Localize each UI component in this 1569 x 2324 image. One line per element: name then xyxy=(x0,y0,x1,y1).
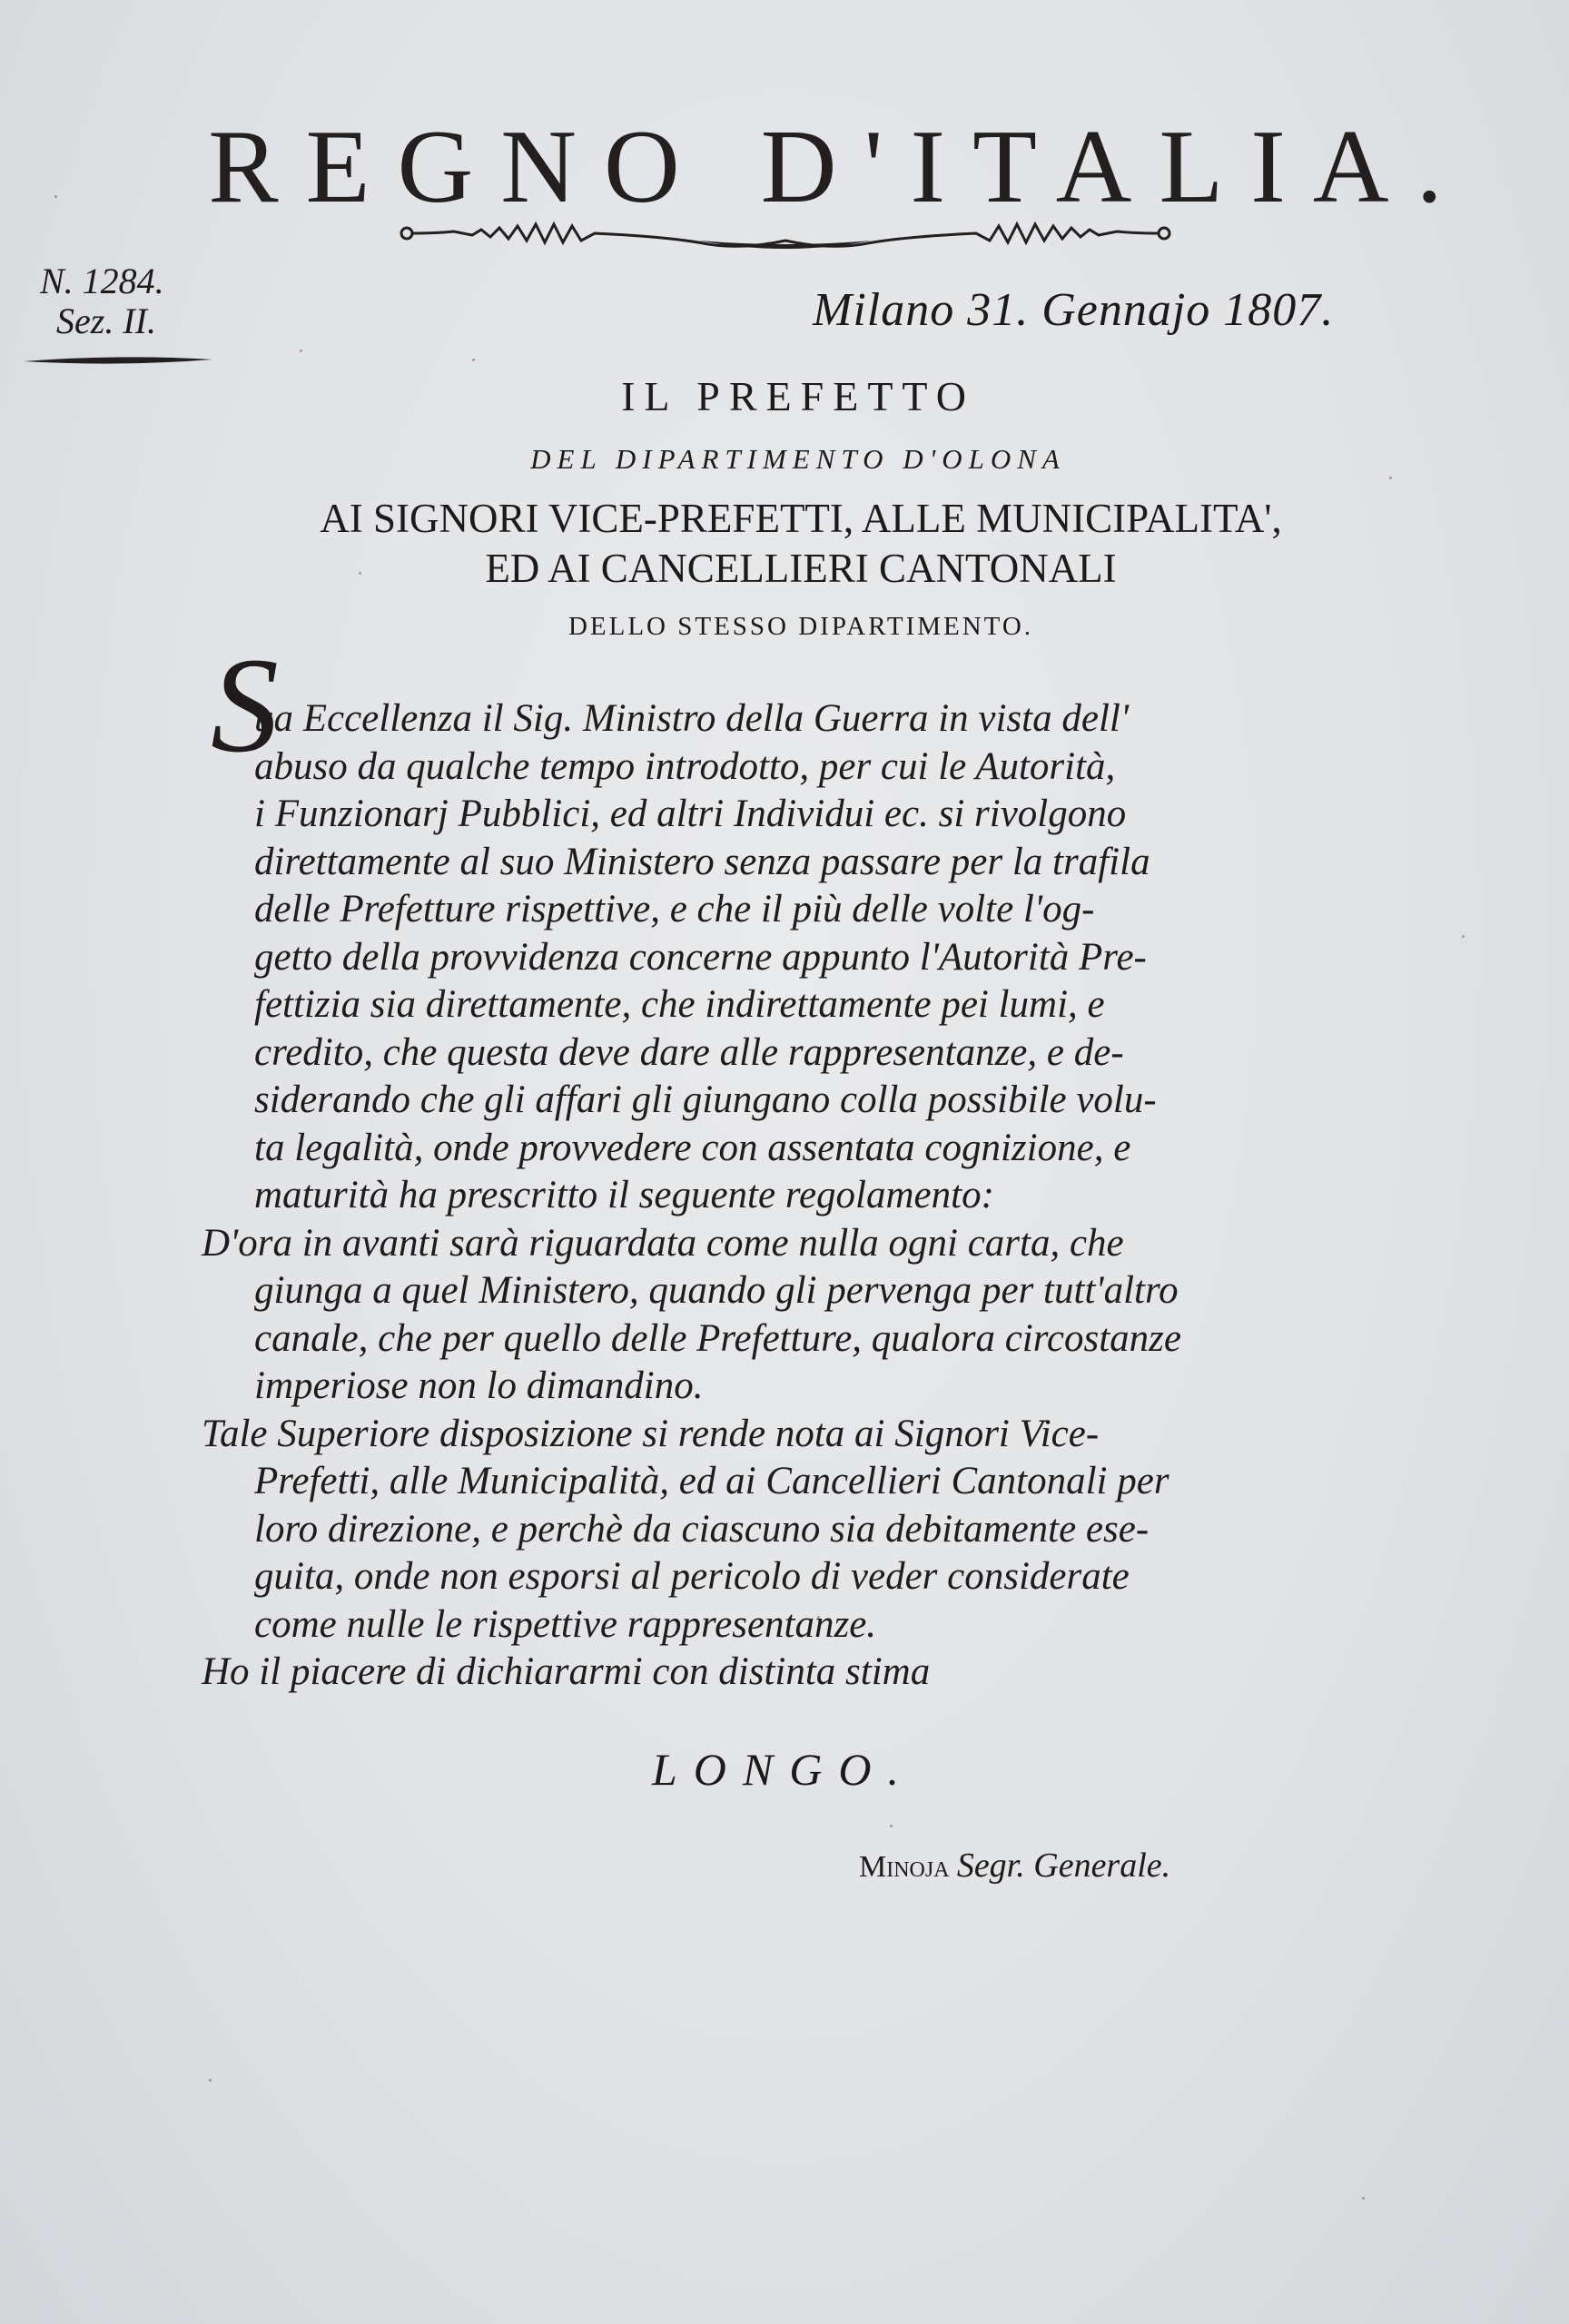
body-line: canale, che per quello delle Prefetture, qualora circostanze xyxy=(254,1316,1181,1360)
drop-cap: S xyxy=(211,630,279,781)
body-line: D'ora in avanti sarà riguardata come nulla ogni carta, che xyxy=(202,1221,1124,1265)
reference-underline-icon xyxy=(22,352,214,370)
ornament-rule-icon xyxy=(400,213,1171,253)
body-line: fettizia sia direttamente, che indirettamente pei lumi, e xyxy=(254,983,1105,1026)
department-heading: DEL DIPARTIMENTO D'OLONA xyxy=(530,443,1066,475)
address-line-1: AI SIGNORI VICE-PREFETTI, ALLE MUNICIPALITA', xyxy=(320,496,1282,541)
signature-name: LONGO. xyxy=(652,1744,915,1795)
body-line: abuso da qualche tempo introdotto, per cui le Autorità, xyxy=(254,744,1116,788)
body-line: guita, onde non esporsi al pericolo di veder considerate xyxy=(254,1555,1130,1598)
secretary-title: Segr. Generale. xyxy=(956,1846,1171,1885)
body-line: Prefetti, alle Municipalità, ed ai Cancellieri Cantonali per xyxy=(254,1460,1169,1502)
secretary-name: Minoja xyxy=(859,1850,950,1884)
secretary-line xyxy=(859,1846,1170,1886)
reference-number xyxy=(40,261,164,341)
body-text xyxy=(202,695,1380,1697)
body-line: getto della provvidenza concerne appunto l'Autorità Pre- xyxy=(254,935,1147,979)
body-line: Tale Superiore disposizione si rende nota ai Signori Vice- xyxy=(202,1412,1100,1455)
body-line: giunga a quel Ministero, quando gli pervenga per tutt'altro xyxy=(254,1269,1179,1312)
body-line: loro direzione, e perchè da ciascuno sia debitamente ese- xyxy=(254,1507,1150,1551)
body-line: i Funzionarj Pubblici, ed altri Individui ec. si rivolgono xyxy=(254,793,1127,835)
page-title: REGNO D'ITALIA. xyxy=(208,109,1470,225)
dateline: Milano 31. Gennajo 1807. xyxy=(813,284,1335,336)
prefetto-heading: IL PREFETTO xyxy=(621,373,975,419)
body-line: siderando che gli affari gli giungano colla possibile volu- xyxy=(254,1078,1157,1121)
body-line: Ho il piacere di dichiararmi con distinta stima xyxy=(202,1650,931,1693)
body-line: ta legalità, onde provvedere con assentata cognizione, e xyxy=(254,1126,1131,1169)
body-line: direttamente al suo Ministero senza passare per la trafila xyxy=(254,840,1150,883)
ref-number: N. 1284. xyxy=(40,261,164,301)
body-line: delle Prefetture rispettive, e che il più delle volte l'og- xyxy=(254,888,1095,931)
body-line: imperiose non lo dimandino. xyxy=(254,1364,704,1407)
body-line: ua Eccellenza il Sig. Ministro della Guerra in vista dell' xyxy=(254,697,1130,740)
address-line-3: DELLO STESSO DIPARTIMENTO. xyxy=(567,612,1034,641)
ref-section: Sez. II. xyxy=(56,300,156,341)
body-line: come nulle le rispettive rappresentanze. xyxy=(254,1602,877,1646)
address-line-2: ED AI CANCELLIERI CANTONALI xyxy=(485,546,1117,591)
body-line: credito, che questa deve dare alle rappresentanze, e de- xyxy=(254,1030,1124,1074)
body-line: maturità ha prescritto il seguente regolamento: xyxy=(254,1174,994,1216)
